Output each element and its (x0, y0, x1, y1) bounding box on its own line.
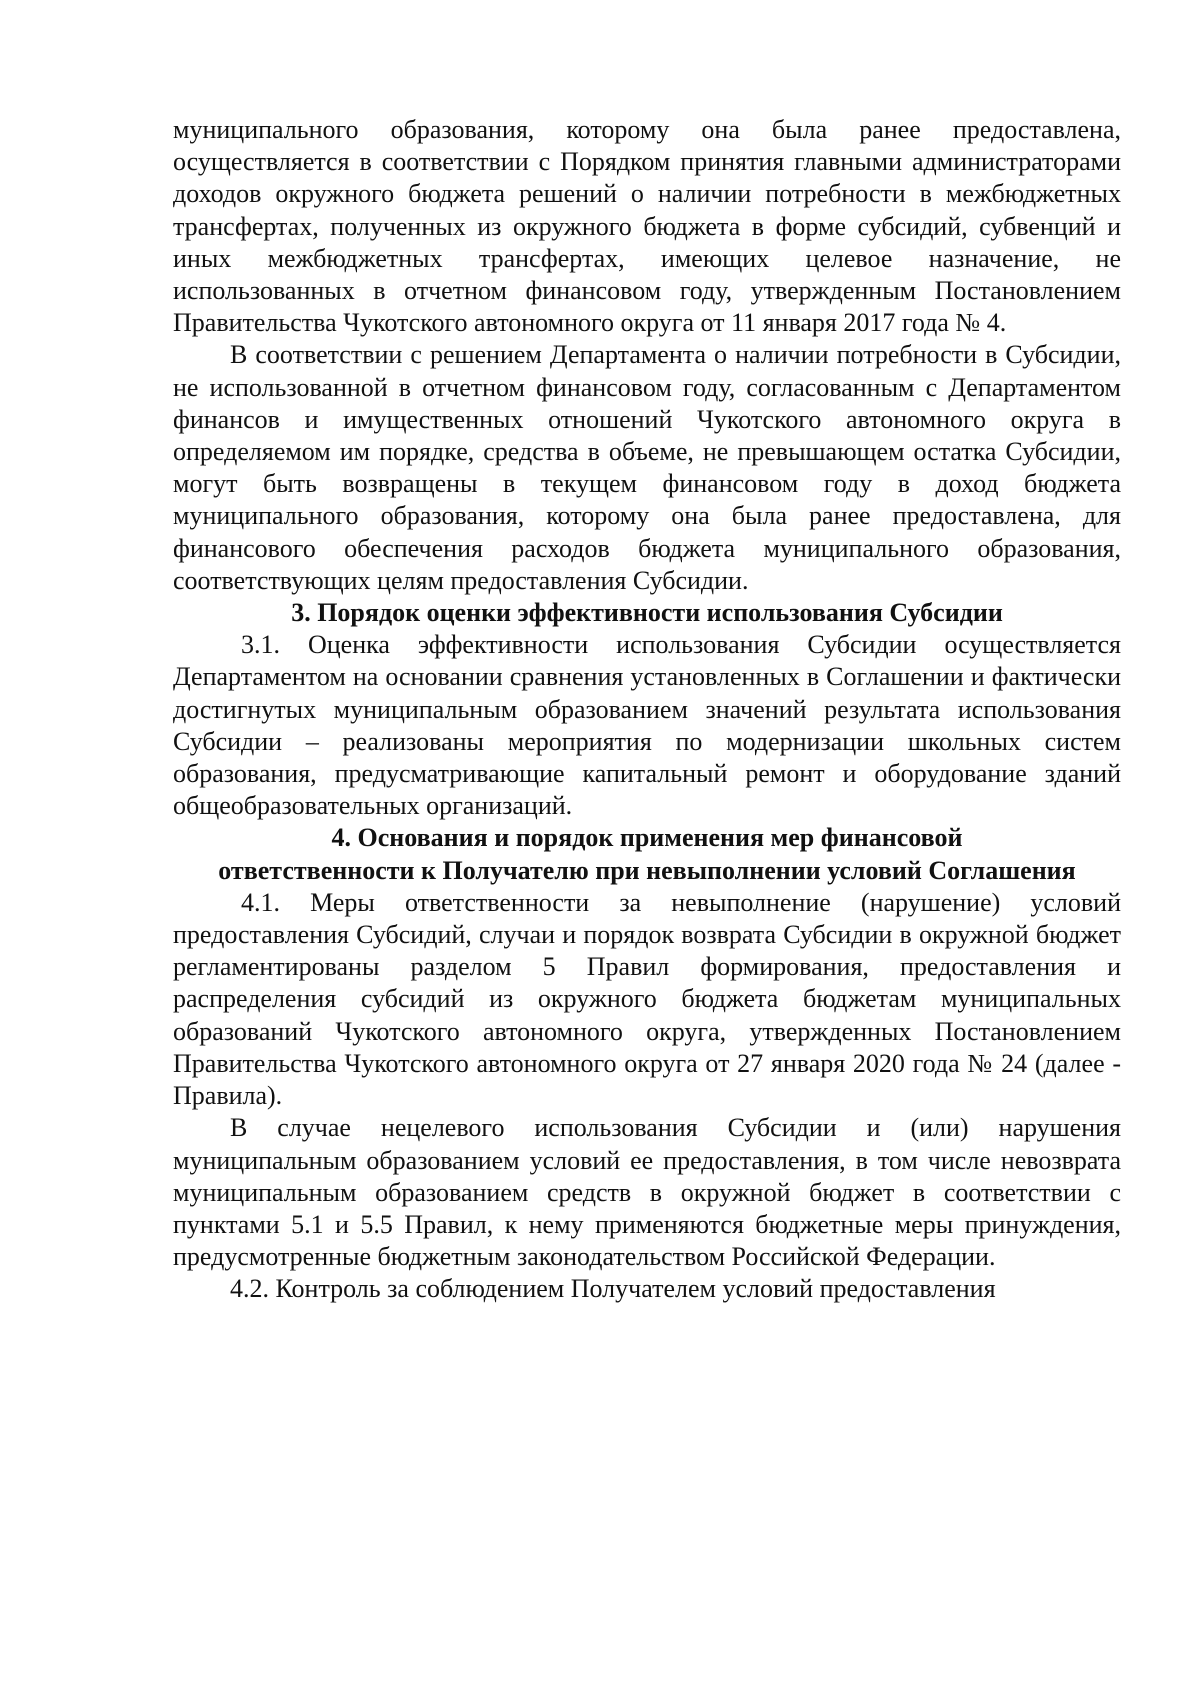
paragraph-department-decision: В соответствии с решением Департамента о наличии потребности в Субсидии, не использованной в отчетном финансовом году, согласованным с Департаментом финансов и имущественных отношений Чукотского автономного округа в определяемом им порядке, средства в объеме, не превышающем остатка Субсидии, могут быть возвращены в текущем финансовом году в доход бюджета муниципального образования, которому она была ранее предоставлена, для финансового обеспечения расходов бюджета муниципального образования, соответствующих целям предоставления Субсидии. (173, 340, 1121, 595)
section-4-title-line-1: 4. Основания и порядок применения мер финансовой (331, 823, 963, 853)
document-body (173, 114, 1121, 1306)
paragraph-continuation: муниципального образования, которому она была ранее предоставлена, осуществляется в соответствии с Порядком принятия главными администраторами доходов окружного бюджета решений о наличии потребности в межбюджетных трансфертах, полученных из окружного бюджета в форме субсидий, субвенций и иных межбюджетных трансфертах, имеющих целевое назначение, не использованных в отчетном финансовом году, утвержденным Постановлением Правительства Чукотского автономного округа от 11 января 2017 года № 4. (173, 115, 1121, 338)
paragraph-4-1-misuse: В случае нецелевого использования Субсидии и (или) нарушения муниципальным образованием условий ее предоставления, в том числе невозврата муниципальным образованием средств в окружной бюджет в соответствии с пунктами 5.1 и 5.5 Правил, к нему применяются бюджетные меры принуждения, предусмотренные бюджетным законодательством Российской Федерации. (173, 1113, 1121, 1272)
section-4-title-line-2: ответственности к Получателю при невыполнении условий Соглашения (218, 855, 1076, 885)
paragraph-4-1: 4.1. Меры ответственности за невыполнение (нарушение) условий предоставления Субсидий, случаи и порядок возврата Субсидии в окружной бюджет регламентированы разделом 5 Правил формирования, предоставления и распределения субсидий из окружного бюджета бюджетам муниципальных образований Чукотского автономного округа, утвержденных Постановлением Правительства Чукотского автономного округа от 27 января 2020 года № 24 (далее - Правила). (173, 887, 1121, 1111)
paragraph-3-1: 3.1. Оценка эффективности использования Субсидии осуществляется Департаментом на основании сравнения установленных в Соглашении и фактически достигнутых муниципальным образованием значений результата использования Субсидии – реализованы мероприятия по модернизации школьных систем образования, предусматривающие капитальный ремонт и оборудование зданий общеобразовательных организаций. (173, 630, 1121, 821)
section-3-title: 3. Порядок оценки эффективности использования Субсидии (291, 598, 1003, 628)
paragraph-4-2: 4.2. Контроль за соблюдением Получателем условий предоставления (230, 1274, 996, 1304)
section-4-title (173, 822, 1121, 886)
